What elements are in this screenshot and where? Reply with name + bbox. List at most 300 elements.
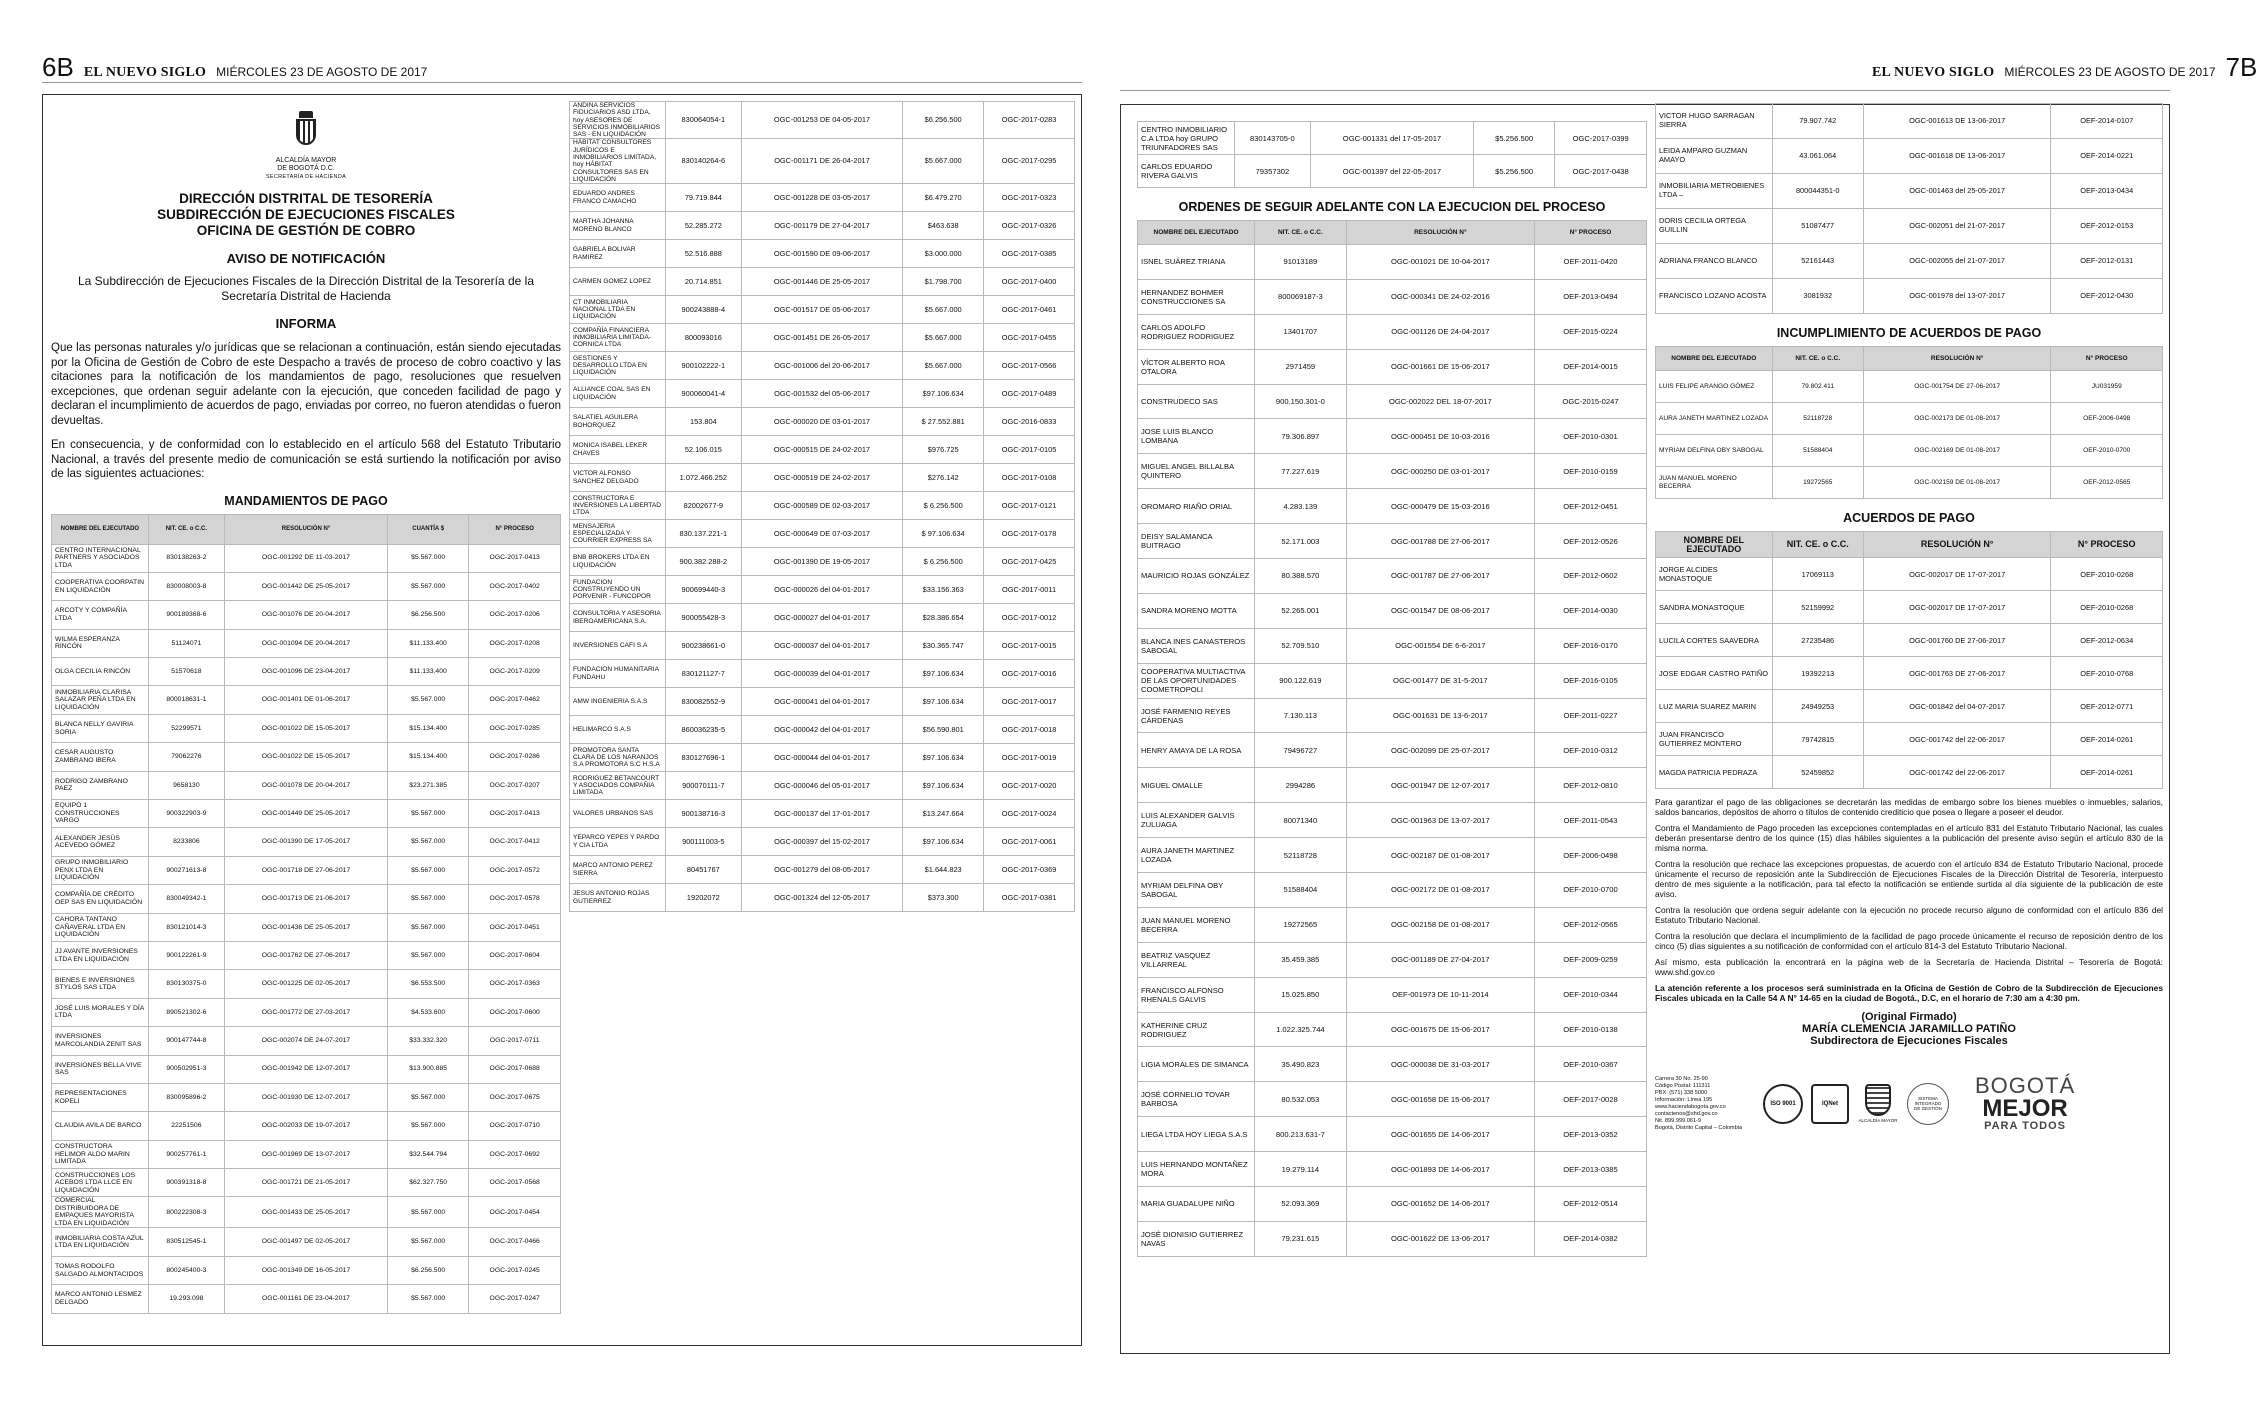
- table-row: [52, 800, 561, 828]
- debtor-name: CARMEN GOMEZ LOPEZ: [570, 268, 666, 296]
- table-cell: 52118728: [1255, 838, 1347, 873]
- debtor-name: HÁBITAT CONSULTORES JURÍDICOS E INMOBILIARIOS LIMITADA, hoy HÁBITAT CONSULTORES SAS EN LIQUIDACIÓN: [570, 139, 666, 184]
- notice-panel-left: [42, 94, 1082, 1346]
- legal-text: [1655, 797, 2163, 1003]
- table-row: [570, 436, 1075, 464]
- issue-date: MIÉRCOLES 23 DE AGOSTO DE 2017: [2004, 65, 2216, 79]
- table-cell: OGC-2017-0323: [984, 184, 1075, 212]
- table-cell: OGC-001253 DE 04-05-2017: [741, 102, 903, 139]
- table-cell: 52118728: [1772, 403, 1863, 435]
- table-cell: 830127696-1: [665, 744, 741, 772]
- table-cell: OGC-002022 DEL 18-07-2017: [1346, 384, 1534, 419]
- table-cell: 51570618: [148, 658, 224, 686]
- table-cell: OGC-2017-0385: [984, 240, 1075, 268]
- table-row: [570, 716, 1075, 744]
- table-cell: 830.137.221-1: [665, 520, 741, 548]
- table-cell: OEF-2011-0227: [1535, 698, 1647, 733]
- table-row: [52, 771, 561, 799]
- table-cell: OGC-001349 DE 16-05-2017: [225, 1256, 388, 1284]
- table-cell: OGC-2017-0710: [469, 1112, 561, 1140]
- table-row: [52, 1256, 561, 1284]
- table-cell: OGC-001517 DE 05-06-2017: [741, 296, 903, 324]
- table-row: [1138, 155, 1647, 188]
- table-cell: $4.533.600: [387, 998, 468, 1026]
- debtor-name: CENTRO INTERNACIONAL PARTNERS Y ASOCIADOS LTDA: [52, 544, 149, 572]
- table-cell: OGC-001331 del 17-05-2017: [1311, 122, 1474, 155]
- table-cell: $56.590.801: [903, 716, 984, 744]
- table-cell: $5.256.500: [1473, 122, 1554, 155]
- table-row: [52, 913, 561, 941]
- table-cell: $463.638: [903, 212, 984, 240]
- bogota-mejor-logo: BOGOTÁ MEJOR PARA TODOS: [1975, 1073, 2076, 1132]
- debtor-name: JOSÉ LUIS MORALES Y DÍA LTDA: [52, 998, 149, 1026]
- table-cell: OGC-2017-0466: [469, 1228, 561, 1256]
- table-cell: OGC-000020 DE 03-01-2017: [741, 408, 903, 436]
- table-cell: $1.798.700: [903, 268, 984, 296]
- table-cell: 2971459: [1255, 349, 1347, 384]
- table-cell: $6.256.500: [387, 601, 468, 629]
- table-cell: OGC-000041 del 04-01-2017: [741, 688, 903, 716]
- table-cell: OGC-2017-0285: [469, 714, 561, 742]
- table-cell: OGC-001661 DE 15-06-2017: [1346, 349, 1534, 384]
- table-cell: 800044351-0: [1772, 174, 1863, 209]
- table-row: [1138, 977, 1647, 1012]
- table-cell: $13.247.664: [903, 800, 984, 828]
- table-cell: 800245400-3: [148, 1256, 224, 1284]
- debtor-name: LUZ MARIA SUAREZ MARIN: [1656, 690, 1773, 723]
- table-row: [1138, 698, 1647, 733]
- table-cell: $373.300: [903, 884, 984, 912]
- table-cell: OGC-001978 del 13-07-2017: [1863, 279, 2051, 314]
- table-row: [570, 324, 1075, 352]
- table-cell: $ 6.256.500: [903, 492, 984, 520]
- header-rule-right: [1120, 90, 2170, 91]
- table-cell: OGC-001078 DE 20-04-2017: [225, 771, 388, 799]
- table-cell: OGC-2017-0286: [469, 743, 561, 771]
- table-cell: OEF-2012-0514: [1535, 1187, 1647, 1222]
- table-cell: OGC-2017-0381: [984, 884, 1075, 912]
- table-cell: OGC-001658 DE 15-06-2017: [1346, 1082, 1534, 1117]
- table-cell: OGC-001477 DE 31-5-2017: [1346, 663, 1534, 698]
- debtor-name: MYRIAM DELFINA OBY SABOGAL: [1656, 435, 1773, 467]
- table-cell: OEF-2014-0107: [2051, 104, 2163, 139]
- table-cell: OGC-2017-0369: [984, 856, 1075, 884]
- table-cell: OGC-001497 DE 02-05-2017: [225, 1228, 388, 1256]
- table-cell: 51124071: [148, 629, 224, 657]
- table-cell: 19392213: [1772, 657, 1863, 690]
- table-cell: 35.490.823: [1255, 1047, 1347, 1082]
- table-cell: OGC-001631 DE 13-6-2017: [1346, 698, 1534, 733]
- table-row: [52, 1055, 561, 1083]
- table-cell: OGC-001189 DE 27-04-2017: [1346, 942, 1534, 977]
- table-cell: $15.134.400: [387, 714, 468, 742]
- notice-panel-right: [1120, 104, 2170, 1354]
- table-row: [52, 1228, 561, 1256]
- table-row: [52, 629, 561, 657]
- table-cell: OGC-2015-0247: [1535, 384, 1647, 419]
- table-cell: 1.022.325.744: [1255, 1012, 1347, 1047]
- table-cell: OGC-001554 DE 6-6-2017: [1346, 628, 1534, 663]
- table-row: [52, 941, 561, 969]
- table-cell: OEF-2010-0768: [2051, 657, 2163, 690]
- table-row: [1656, 209, 2163, 244]
- table-cell: $ 27.552.881: [903, 408, 984, 436]
- table-cell: OGC-2017-0399: [1555, 122, 1647, 155]
- table-cell: $5.567.000: [387, 885, 468, 913]
- table-cell: OGC-001442 DE 25-05-2017: [225, 572, 388, 600]
- table-cell: 79.306.897: [1255, 419, 1347, 454]
- debtor-name: ALEXANDER JESÚS ACEVEDO GÓMEZ: [52, 828, 149, 856]
- table-cell: 35.459.385: [1255, 942, 1347, 977]
- table-cell: OEF-2012-0153: [2051, 209, 2163, 244]
- debtor-name: COOPERATIVA COORPATIN EN LIQUIDACIÓN: [52, 572, 149, 600]
- table-row: [570, 856, 1075, 884]
- table-header-row: [1656, 532, 2163, 558]
- table-row: [1656, 435, 2163, 467]
- table-cell: OGC-002158 DE 01-08-2017: [1346, 907, 1534, 942]
- table-cell: OGC-001022 DE 15-05-2017: [225, 714, 388, 742]
- table-cell: OGC-001742 del 22-06-2017: [1863, 756, 2051, 789]
- table-cell: 830082552-9: [665, 688, 741, 716]
- table-cell: 800018631-1: [148, 686, 224, 714]
- table-cell: OGC-2017-0413: [469, 544, 561, 572]
- table-cell: OGC-2017-0018: [984, 716, 1075, 744]
- debtor-name: YEPARCO YEPES Y PARDO Y CIA LTDA: [570, 828, 666, 856]
- table-cell: OEF-2016-0170: [1535, 628, 1647, 663]
- debtor-name: CONSTRUCCIONES LOS ACEBOS LTDA LLCE EN LIQUIDACIÓN: [52, 1169, 149, 1197]
- table-cell: OGC-000039 del 04-01-2017: [741, 660, 903, 688]
- table-cell: OGC-001655 DE 14-06-2017: [1346, 1117, 1534, 1152]
- table-cell: $ 97.106.634: [903, 520, 984, 548]
- table-cell: OGC-001449 DE 25-05-2017: [225, 800, 388, 828]
- table-row: [1138, 1082, 1647, 1117]
- table-cell: OGC-001754 DE 27-06-2017: [1863, 371, 2051, 403]
- table-row: [1138, 873, 1647, 908]
- debtor-name: MARCO ANTONIO PEREZ SIERRA: [570, 856, 666, 884]
- table-cell: OGC-001451 DE 26-05-2017: [741, 324, 903, 352]
- ordenes-table: [1137, 220, 1647, 1257]
- table-cell: OEF-2012-0771: [2051, 690, 2163, 723]
- table-cell: OGC-2017-0011: [984, 576, 1075, 604]
- debtor-name: MARTHA JOHANNA MORENO BLANCO: [570, 212, 666, 240]
- mandamientos-table-tail: [1137, 121, 1647, 188]
- debtor-name: CT INMOBILIARIA NACIONAL LTDA EN LIQUIDACIÓN: [570, 296, 666, 324]
- table-cell: $23.271.385: [387, 771, 468, 799]
- table-cell: 900189368-6: [148, 601, 224, 629]
- debtor-name: COMPAÑÍA DE CRÉDITO OEP SAS EN LIQUIDACIÓN: [52, 885, 149, 913]
- table-cell: OGC-001760 DE 27-06-2017: [1863, 624, 2051, 657]
- table-row: [570, 139, 1075, 184]
- table-cell: OGC-001463 del 25-05-2017: [1863, 174, 2051, 209]
- legal-paragraph: Así mismo, esta publicación la encontrará en la página web de la Secretaría de Hacienda Distrital – Tesorería de Bogotá: www.shd.gov.co: [1655, 957, 2163, 977]
- debtor-name: FUNDACION HUMANITARIA FUNDAHU: [570, 660, 666, 688]
- debtor-name: JUAN MANUEL MORENO BECERRA: [1138, 907, 1255, 942]
- table-cell: OEF-2014-0382: [1535, 1221, 1647, 1256]
- table-cell: $6.479.270: [903, 184, 984, 212]
- debtor-name: COMERCIAL DISTRIBUIDORA DE EMPAQUES MAYORISTA LTDA EN LIQUIDACIÓN: [52, 1197, 149, 1228]
- debtor-name: INVERSIONES MARCOLANDIA ZENIT SAS: [52, 1027, 149, 1055]
- table-cell: $5.567.000: [387, 1228, 468, 1256]
- table-cell: JU031959: [2051, 371, 2163, 403]
- debtor-name: JOSÉ DIONISIO GUTIERREZ NAVAS: [1138, 1221, 1255, 1256]
- table-cell: OGC-2017-0208: [469, 629, 561, 657]
- column-right-b: [1655, 103, 2163, 1132]
- table-cell: OGC-001622 DE 13-06-2017: [1346, 1221, 1534, 1256]
- legal-paragraph: Contra el Mandamiento de Pago proceden las excepciones contempladas en el artículo 831 del Estatuto Tributario Nacional, las cuales deberán presentarse dentro de los quince (15) días hábiles siguientes a la publicación del presente aviso según el artículo 830 de la misma norma.: [1655, 823, 2163, 853]
- table-cell: 79.802.411: [1772, 371, 1863, 403]
- table-cell: OGC-001713 DE 21-06-2017: [225, 885, 388, 913]
- table-row: [52, 544, 561, 572]
- informa-paragraph-1: Que las personas naturales y/o jurídicas que se relacionan a continuación, están siendo ejecutadas por la Oficina de Gestión de Cobro de este Despacho a través de proceso de cobro coactivo y las citaciones para la notificación de los mandamientos de pago, resoluciones que resuelven excepciones, que ordenan seguir adelante con la ejecución, que conceden facilidad de pago y declaran el incumplimiento de acuerdos de pago, enviadas por correo, no fueron atendidas o fueron devueltas.: [51, 342, 561, 427]
- table-row: [570, 352, 1075, 380]
- signature-original: (Original Firmado): [1861, 1011, 1957, 1023]
- table-cell: $ 6.256.500: [903, 548, 984, 576]
- table-cell: 900699440-3: [665, 576, 741, 604]
- table-cell: 800069187-3: [1255, 279, 1347, 314]
- table-cell: $97.106.634: [903, 380, 984, 408]
- contact-info: Carrera 30 No. 25-90 Código Postal: 111311 PBX: (571) 338 5000 Información: Línea 195 www.haciendabogota.gov.co contactenos@shd.gov.co Nit. 899.999.061-9 Bogotá, Distrito Capital – Colombia: [1655, 1075, 1743, 1131]
- table-cell: OGC-001842 del 04-07-2017: [1863, 690, 2051, 723]
- table-cell: OGC-001718 DE 27-06-2017: [225, 856, 388, 884]
- table-cell: 830140264-6: [665, 139, 741, 184]
- signatory-role: Subdirectora de Ejecuciones Fiscales: [1810, 1035, 2008, 1047]
- table-row: [1138, 419, 1647, 454]
- table-cell: OGC-000479 DE 15-03-2016: [1346, 489, 1534, 524]
- table-cell: OEF-2010-0700: [1535, 873, 1647, 908]
- table-cell: 830130375-0: [148, 970, 224, 998]
- table-cell: 52.171.003: [1255, 524, 1347, 559]
- table-cell: OGC-000649 DE 07-03-2017: [741, 520, 903, 548]
- table-header-row: [1656, 347, 2163, 371]
- table-cell: $5.567.000: [387, 941, 468, 969]
- table-cell: 19.293.098: [148, 1285, 224, 1313]
- table-row: [1656, 244, 2163, 279]
- table-cell: 80.532.053: [1255, 1082, 1347, 1117]
- bogota-crest-icon: [289, 111, 323, 155]
- debtor-name: ARCOTY Y COMPAÑÍA LTDA: [52, 601, 149, 629]
- column-header: RESOLUCIÓN N°: [225, 514, 388, 544]
- table-cell: $5.567.000: [387, 1112, 468, 1140]
- table-cell: 51087477: [1772, 209, 1863, 244]
- debtor-name: JUAN MANUEL MORENO BECERRA: [1656, 467, 1773, 499]
- table-cell: OGC-2017-0600: [469, 998, 561, 1026]
- table-row: [52, 1083, 561, 1111]
- table-cell: OGC-2017-0462: [469, 686, 561, 714]
- table-row: [570, 212, 1075, 240]
- debtor-name: LUIS HERNANDO MONTAÑEZ MORA: [1138, 1152, 1255, 1187]
- table-row: [52, 1197, 561, 1228]
- table-cell: OGC-000044 del 04-01-2017: [741, 744, 903, 772]
- debtor-name: ANDINA SERVICIOS FIDUCIARIOS ASD LTDA, hoy ASESORES DE SERVICIOS INMOBILIARIOS SAS - EN LIQUIDACIÓN: [570, 102, 666, 139]
- table-cell: 900.150.301-0: [1255, 384, 1347, 419]
- table-row: [570, 576, 1075, 604]
- table-row: [1656, 657, 2163, 690]
- table-cell: 800093016: [665, 324, 741, 352]
- table-row: [570, 800, 1075, 828]
- alcaldia-crest-icon: ALCALDÍA MAYOR: [1857, 1081, 1899, 1127]
- column-header: N° PROCESO: [2051, 347, 2163, 371]
- table-cell: OGC-001762 DE 27-06-2017: [225, 941, 388, 969]
- table-cell: OGC-2017-0711: [469, 1027, 561, 1055]
- debtor-name: RODRIGO ZAMBRANO PAEZ: [52, 771, 149, 799]
- acuerdos-table: [1655, 531, 2163, 789]
- table-cell: OGC-002051 del 21-07-2017: [1863, 209, 2051, 244]
- table-row: [52, 1285, 561, 1313]
- table-cell: OGC-2017-0019: [984, 744, 1075, 772]
- column-right-a: [1137, 121, 1647, 1257]
- table-cell: OGC-000137 del 17-01-2017: [741, 800, 903, 828]
- table-cell: OGC-001279 del 08-05-2017: [741, 856, 903, 884]
- table-row: [1138, 489, 1647, 524]
- table-cell: OGC-001324 del 12-05-2017: [741, 884, 903, 912]
- debtor-name: CONSTRUDECO SAS: [1138, 384, 1255, 419]
- table-cell: $13.900.885: [387, 1055, 468, 1083]
- debtor-name: JUAN FRANCISCO GUTIERREZ MONTERO: [1656, 723, 1773, 756]
- table-cell: OGC-2017-0121: [984, 492, 1075, 520]
- table-cell: $5.256.500: [1473, 155, 1554, 188]
- debtor-name: VICTOR ALFONSO SANCHEZ DELGADO: [570, 464, 666, 492]
- table-row: [570, 520, 1075, 548]
- table-row: [570, 296, 1075, 324]
- table-cell: 52.106.015: [665, 436, 741, 464]
- debtor-name: CONSTRUCTORA HELIMOR ALDO MARIN LIMITADA: [52, 1140, 149, 1168]
- table-cell: OGC-000046 del 05-01-2017: [741, 772, 903, 800]
- table-row: [570, 240, 1075, 268]
- table-cell: OGC-002017 DE 17-07-2017: [1863, 591, 2051, 624]
- informa-paragraph-2: En consecuencia, y de conformidad con lo establecido en el artículo 568 del Estatuto Tributario Nacional, a través del presente medio de comunicación se está surtiendo la notificación por aviso de las siguientes actuaciones:: [51, 439, 561, 480]
- table-cell: OGC-2017-0020: [984, 772, 1075, 800]
- table-cell: OGC-2017-0455: [984, 324, 1075, 352]
- table-cell: 52161443: [1772, 244, 1863, 279]
- column-header: NOMBRE DEL EJECUTADO: [52, 514, 149, 544]
- table-cell: 52299571: [148, 714, 224, 742]
- table-cell: OGC-001179 DE 27-04-2017: [741, 212, 903, 240]
- table-cell: OEF-2012-0810: [1535, 768, 1647, 803]
- debtor-name: INMOBILIARIA COSTA AZUL LTDA EN LIQUIDACIÓN: [52, 1228, 149, 1256]
- table-row: [570, 772, 1075, 800]
- quality-seal-icon: SISTEMA INTEGRADO DE GESTIÓN: [1907, 1083, 1949, 1125]
- table-cell: OGC-2017-0295: [984, 139, 1075, 184]
- debtor-name: JESUS ANTONIO ROJAS GUTIERREZ: [570, 884, 666, 912]
- table-row: [1138, 349, 1647, 384]
- newspaper-name: EL NUEVO SIGLO: [83, 65, 207, 80]
- table-cell: $97.106.634: [903, 772, 984, 800]
- table-cell: OGC-002033 DE 19-07-2017: [225, 1112, 388, 1140]
- table-cell: OGC-2017-0454: [469, 1197, 561, 1228]
- column-header: CUANTÍA $: [387, 514, 468, 544]
- table-cell: $5.567.000: [387, 1197, 468, 1228]
- table-row: [52, 658, 561, 686]
- table-cell: 43.061.064: [1772, 139, 1863, 174]
- table-cell: $5.567.000: [387, 572, 468, 600]
- column-header: NOMBRE DEL EJECUTADO: [1138, 221, 1255, 245]
- table-row: [1138, 593, 1647, 628]
- table-cell: OGC-002099 DE 25-07-2017: [1346, 733, 1534, 768]
- table-cell: OGC-001126 DE 24-04-2017: [1346, 314, 1534, 349]
- debtor-name: LUIS ALEXANDER GALVIS ZULUAGA: [1138, 803, 1255, 838]
- table-cell: 19.279.114: [1255, 1152, 1347, 1187]
- table-cell: $5.567.000: [387, 913, 468, 941]
- table-row: [52, 828, 561, 856]
- table-cell: OEF-2011-0420: [1535, 245, 1647, 280]
- table-cell: 19272565: [1255, 907, 1347, 942]
- debtor-name: REPRESENTACIONES KOPELI: [52, 1083, 149, 1111]
- mandamientos-table: [51, 514, 561, 1314]
- table-row: [1138, 907, 1647, 942]
- column-header: NIT. CE. o C.C.: [1772, 532, 1863, 558]
- column-header: N° PROCESO: [2051, 532, 2163, 558]
- table-cell: 900271613-8: [148, 856, 224, 884]
- debtor-name: INMOBILIARIA METROBIENES LTDA –: [1656, 174, 1773, 209]
- debtor-name: SANDRA MORENO MOTTA: [1138, 593, 1255, 628]
- table-cell: OEF-2014-0221: [2051, 139, 2163, 174]
- table-row: [1138, 1012, 1647, 1047]
- page-number: 7B: [2225, 52, 2257, 82]
- table-cell: 22251506: [148, 1112, 224, 1140]
- table-cell: OGC-001161 DE 23-04-2017: [225, 1285, 388, 1313]
- table-cell: $5.667.000: [903, 139, 984, 184]
- table-cell: OEF-001973 DE 10-11-2014: [1346, 977, 1534, 1012]
- debtor-name: VICTOR HUGO SARRAGAN SIERRA: [1656, 104, 1773, 139]
- table-row: [1656, 723, 2163, 756]
- table-cell: OGC-000515 DE 24-02-2017: [741, 436, 903, 464]
- table-cell: 27235486: [1772, 624, 1863, 657]
- ordenes-title: ORDENES DE SEGUIR ADELANTE CON LA EJECUCION DEL PROCESO: [1178, 200, 1606, 214]
- table-cell: OEF-2011-0543: [1535, 803, 1647, 838]
- table-cell: OGC-2017-0363: [469, 970, 561, 998]
- table-cell: OEF-2006-0498: [1535, 838, 1647, 873]
- table-row: [52, 686, 561, 714]
- debtor-name: BIENES E INVERSIONES STYLOS SAS LTDA: [52, 970, 149, 998]
- debtor-name: ISNEL SUÁREZ TRIANA: [1138, 245, 1255, 280]
- table-cell: OGC-2017-0400: [984, 268, 1075, 296]
- table-cell: OGC-2017-0206: [469, 601, 561, 629]
- table-cell: OGC-2017-0105: [984, 436, 1075, 464]
- table-cell: $3.000.000: [903, 240, 984, 268]
- table-row: [52, 1112, 561, 1140]
- table-cell: OGC-001893 DE 14-06-2017: [1346, 1152, 1534, 1187]
- table-cell: $5.567.000: [387, 828, 468, 856]
- footer: [1655, 1075, 2163, 1132]
- table-cell: $5.567.000: [387, 686, 468, 714]
- table-cell: OGC-001613 DE 13-06-2017: [1863, 104, 2051, 139]
- table-cell: 20.714.851: [665, 268, 741, 296]
- table-cell: OEF-2010-0344: [1535, 977, 1647, 1012]
- table-cell: OGC-2017-0247: [469, 1285, 561, 1313]
- table-row: [1138, 279, 1647, 314]
- table-cell: $62.327.750: [387, 1169, 468, 1197]
- table-cell: 52.516.888: [665, 240, 741, 268]
- debtor-name: JJ AVANTE INVERSIONES LTDA EN LIQUIDACIÓN: [52, 941, 149, 969]
- informa-title: INFORMA: [275, 316, 337, 331]
- table-cell: OEF-2010-0301: [1535, 419, 1647, 454]
- table-row: [570, 604, 1075, 632]
- page-header-right: [1872, 52, 2257, 83]
- table-cell: OGC-2017-0438: [1555, 155, 1647, 188]
- debtor-name: TOMAS RODOLFO SALGADO ALMONTACIDOS: [52, 1256, 149, 1284]
- table-cell: OGC-000042 del 04-01-2017: [741, 716, 903, 744]
- column-header: NOMBRE DEL EJECUTADO: [1656, 532, 1773, 558]
- table-row: [1656, 558, 2163, 591]
- table-cell: OEF-2012-0526: [1535, 524, 1647, 559]
- debtor-name: LIEGA LTDA HOY LIEGA S.A.S: [1138, 1117, 1255, 1152]
- table-cell: 800222308-3: [148, 1197, 224, 1228]
- column-left-a: [51, 105, 561, 1314]
- debtor-name: MAGDA PATRICIA PEDRAZA: [1656, 756, 1773, 789]
- table-cell: OGC-001446 DE 25-05-2017: [741, 268, 903, 296]
- table-cell: OGC-000519 DE 24-02-2017: [741, 464, 903, 492]
- table-cell: OGC-001436 DE 25-05-2017: [225, 913, 388, 941]
